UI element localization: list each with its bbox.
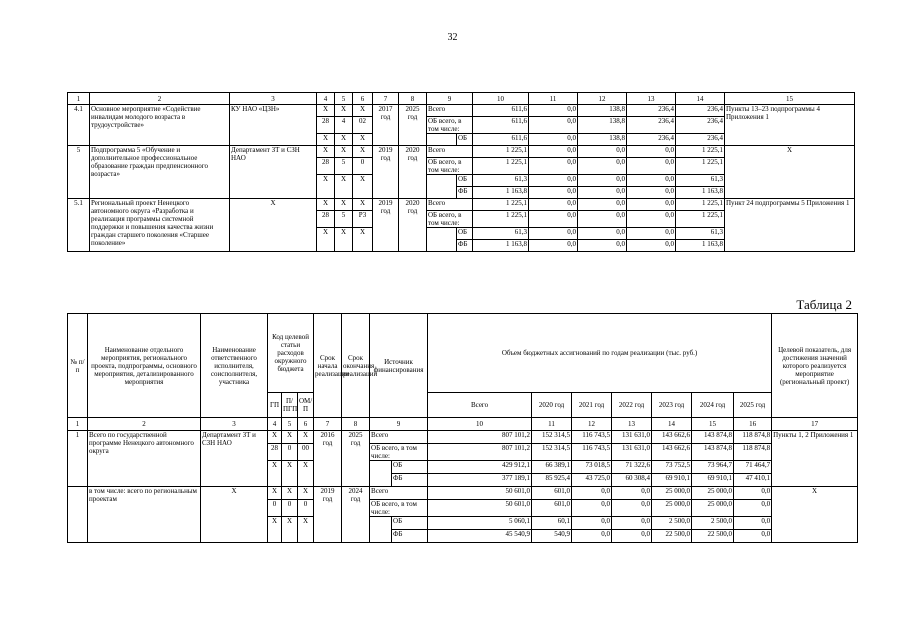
code-cell: 28 — [268, 444, 282, 461]
end-year: 2025 год — [342, 431, 370, 487]
col-num: 14 — [676, 93, 725, 105]
row-number — [68, 487, 88, 543]
value-cell: 5 060,1 — [428, 517, 532, 530]
col-num: 12 — [572, 418, 612, 431]
table-row — [68, 105, 855, 117]
value-cell: 1 225,1 — [473, 146, 529, 158]
value-cell: 611,6 — [473, 134, 529, 146]
value-cell: 61,3 — [676, 175, 725, 187]
source-total: Всего — [427, 146, 473, 158]
table-row — [68, 199, 855, 211]
source-ob: ОБ всего, в том числе: — [427, 211, 473, 228]
col-num: 11 — [529, 93, 578, 105]
code-cell: X — [335, 199, 353, 211]
source-ob-sub: ОБ — [457, 134, 473, 146]
end-year: 2025 год — [399, 105, 427, 146]
col-num: 2 — [88, 418, 201, 431]
value-cell: 0,0 — [627, 228, 676, 240]
value-cell: 611,6 — [473, 105, 529, 117]
source-ob-sub: ОБ — [457, 175, 473, 187]
value-cell: 1 225,1 — [676, 158, 725, 175]
code-cell: X — [353, 199, 373, 211]
value-cell: 138,8 — [578, 117, 627, 134]
target-indicator: Пункты 1, 2 Приложения 1 — [772, 431, 858, 487]
code-cell: 0 — [282, 500, 298, 517]
value-cell: 25 000,0 — [652, 487, 692, 500]
code-cell: X — [268, 487, 282, 500]
source-ob: ОБ всего, в том числе: — [427, 158, 473, 175]
table-caption: Таблица 2 — [796, 297, 852, 312]
source-fb-sub: ФБ — [457, 187, 473, 199]
code-cell: X — [353, 134, 373, 146]
code-cell: 5 — [335, 158, 353, 175]
value-cell: 61,3 — [473, 175, 529, 187]
header-num: № п/п — [68, 314, 88, 418]
code-cell: X — [353, 228, 373, 252]
row-name: Региональный проект Ненецкого автономного округа «Разработка и реализация программы системной поддержки и повышения качества жизни граждан старшего поколения «Старшее поколение» — [90, 199, 230, 252]
code-cell: X — [335, 228, 353, 252]
value-cell: 131 631,0 — [612, 431, 652, 444]
value-cell: 0,0 — [578, 211, 627, 228]
value-cell: 73 018,5 — [572, 461, 612, 474]
column-number-row — [68, 418, 858, 431]
value-cell: 1 225,1 — [473, 158, 529, 175]
value-cell: 236,4 — [676, 117, 725, 134]
code-cell: X — [282, 487, 298, 500]
value-cell: 236,4 — [627, 105, 676, 117]
value-cell: 0,0 — [529, 175, 578, 187]
value-cell: 0,0 — [627, 146, 676, 158]
source-fb-sub: ФБ — [392, 530, 428, 543]
header-executor: Наименование ответственного исполнителя, соисполнителя, участника — [201, 314, 268, 418]
code-cell: X — [298, 487, 314, 500]
end-year: 2024 год — [342, 487, 370, 543]
value-cell: 0,0 — [529, 105, 578, 117]
col-num: 6 — [353, 93, 373, 105]
value-cell: 0,0 — [529, 117, 578, 134]
value-cell: 60,1 — [532, 517, 572, 530]
row-number: 5 — [68, 146, 90, 199]
code-cell: X — [335, 134, 353, 146]
header-row — [68, 314, 858, 393]
code-cell: X — [317, 105, 335, 117]
value-cell: 0,0 — [529, 211, 578, 228]
value-cell: 0,0 — [627, 187, 676, 199]
row-number: 4.1 — [68, 105, 90, 146]
col-num: 4 — [268, 418, 282, 431]
value-cell: 45 540,9 — [428, 530, 532, 543]
header-code-gp: ГП — [268, 393, 282, 418]
value-cell: 0,0 — [529, 134, 578, 146]
value-cell: 0,0 — [578, 187, 627, 199]
value-cell: 1 225,1 — [473, 199, 529, 211]
value-cell: 0,0 — [572, 487, 612, 500]
code-cell: X — [353, 105, 373, 117]
code-cell: 0 — [298, 500, 314, 517]
end-year: 2020 год — [399, 146, 427, 199]
value-cell: 47 410,1 — [734, 474, 772, 487]
header-year: 2024 год — [692, 393, 734, 418]
value-cell: 152 314,5 — [532, 431, 572, 444]
row-name: Основное мероприятие «Содействие инвалидам молодого возраста в трудоустройстве» — [90, 105, 230, 146]
value-cell: 71 322,6 — [612, 461, 652, 474]
source-fb-sub: ФБ — [392, 474, 428, 487]
target-indicator: Пункты 13–23 подпрограммы 4 Приложения 1 — [725, 105, 855, 146]
code-cell: X — [298, 431, 314, 444]
target-indicator: X — [725, 146, 855, 199]
value-cell: 69 910,1 — [652, 474, 692, 487]
code-cell: X — [268, 517, 282, 543]
value-cell: 540,9 — [532, 530, 572, 543]
value-cell: 0,0 — [578, 158, 627, 175]
value-cell: 0,0 — [578, 228, 627, 240]
value-cell: 143 874,8 — [692, 431, 734, 444]
code-cell: X — [335, 146, 353, 158]
source-ob-sub: ОБ — [392, 461, 428, 474]
value-cell: 0,0 — [572, 530, 612, 543]
row-executor: Департамент ЗТ и СЗН НАО — [230, 146, 317, 199]
value-cell: 0,0 — [578, 240, 627, 252]
value-cell: 43 725,0 — [572, 474, 612, 487]
value-cell: 1 163,8 — [473, 187, 529, 199]
col-num: 13 — [627, 93, 676, 105]
header-year: 2025 год — [734, 393, 772, 418]
value-cell: 0,0 — [529, 146, 578, 158]
row-executor: Департамент ЗТ и СЗН НАО — [201, 431, 268, 487]
value-cell: 2 500,0 — [652, 517, 692, 530]
col-num: 1 — [68, 418, 88, 431]
source-total: Всего — [370, 487, 428, 500]
value-cell: 0,0 — [612, 530, 652, 543]
value-cell: 73 752,5 — [652, 461, 692, 474]
col-num: 7 — [373, 93, 399, 105]
value-cell: 0,0 — [734, 530, 772, 543]
value-cell: 0,0 — [572, 500, 612, 517]
value-cell: 601,0 — [532, 500, 572, 517]
code-cell: 02 — [353, 117, 373, 134]
value-cell: 73 964,7 — [692, 461, 734, 474]
code-cell: 00 — [298, 444, 314, 461]
header-budget: Объем бюджетных ассигнований по годам реализации (тыс. руб.) — [428, 314, 772, 393]
row-executor: X — [201, 487, 268, 543]
col-num: 5 — [282, 418, 298, 431]
value-cell: 377 189,1 — [428, 474, 532, 487]
value-cell: 1 225,1 — [473, 211, 529, 228]
source-ob: ОБ всего, в том числе: — [427, 117, 473, 134]
col-num: 15 — [692, 418, 734, 431]
start-year: 2016 год — [314, 431, 342, 487]
row-name: в том числе: всего по региональным проектам — [88, 487, 201, 543]
value-cell: 1 163,8 — [473, 240, 529, 252]
col-num: 10 — [428, 418, 532, 431]
value-cell: 0,0 — [529, 240, 578, 252]
col-num: 6 — [298, 418, 314, 431]
col-num: 3 — [201, 418, 268, 431]
row-executor: КУ НАО «ЦЗН» — [230, 105, 317, 146]
row-executor: X — [230, 199, 317, 252]
code-cell: X — [353, 175, 373, 199]
row-name: Всего по государственной программе Ненецкого автономного округа — [88, 431, 201, 487]
end-year: 2020 год — [399, 199, 427, 252]
value-cell: 0,0 — [612, 517, 652, 530]
code-cell: X — [317, 146, 335, 158]
col-num: 7 — [314, 418, 342, 431]
value-cell: 138,8 — [578, 134, 627, 146]
col-num: 14 — [652, 418, 692, 431]
page-number: 32 — [447, 32, 458, 43]
header-start: Срок начала реализации — [314, 314, 342, 418]
source-fb-sub: ФБ — [457, 240, 473, 252]
value-cell: 138,8 — [578, 105, 627, 117]
value-cell: 143 662,6 — [652, 444, 692, 461]
table-row — [68, 146, 855, 158]
col-num: 9 — [370, 418, 428, 431]
header-code-pgp: П/ ПГП — [282, 393, 298, 418]
value-cell: 0,0 — [529, 158, 578, 175]
code-cell: 5 — [335, 211, 353, 228]
value-cell: 61,3 — [473, 228, 529, 240]
value-cell: 236,4 — [627, 134, 676, 146]
start-year: 2019 год — [314, 487, 342, 543]
value-cell: 118 874,8 — [734, 431, 772, 444]
header-source: Источник финансирования — [370, 314, 428, 418]
value-cell: 807 101,2 — [428, 444, 532, 461]
row-name: Подпрограмма 5 «Обучение и дополнительное профессиональное образование граждан предпенсионного возраста» — [90, 146, 230, 199]
source-total: Всего — [427, 199, 473, 211]
value-cell: 0,0 — [734, 487, 772, 500]
header-code-om: ОМ/ П — [298, 393, 314, 418]
code-cell: 28 — [317, 211, 335, 228]
code-cell: 0 — [268, 500, 282, 517]
code-cell: X — [317, 134, 335, 146]
col-num: 13 — [612, 418, 652, 431]
value-cell: 143 874,8 — [692, 444, 734, 461]
value-cell: 1 225,1 — [676, 211, 725, 228]
header-end: Срок окончания реализации — [342, 314, 370, 418]
value-cell: 116 743,5 — [572, 431, 612, 444]
value-cell: 429 912,1 — [428, 461, 532, 474]
value-cell: 1 163,8 — [676, 240, 725, 252]
value-cell: 69 910,1 — [692, 474, 734, 487]
col-num: 10 — [473, 93, 529, 105]
value-cell: 807 101,2 — [428, 431, 532, 444]
continuation-table — [67, 92, 855, 252]
value-cell: 0,0 — [578, 175, 627, 187]
source-ob-sub: ОБ — [392, 517, 428, 530]
target-indicator: Пункт 24 подпрограммы 5 Приложения 1 — [725, 199, 855, 252]
value-cell: 0,0 — [627, 175, 676, 187]
header-name: Наименование отдельного мероприятия, регионального проекта, подпрограммы, основного мероприятия, детализированного мероприятия — [88, 314, 201, 418]
value-cell: 131 631,0 — [612, 444, 652, 461]
source-ob: ОБ всего, в том числе: — [370, 444, 428, 461]
col-num: 12 — [578, 93, 627, 105]
code-cell: X — [353, 146, 373, 158]
value-cell: 0,0 — [734, 500, 772, 517]
col-num: 15 — [725, 93, 855, 105]
code-cell: X — [268, 431, 282, 444]
header-year: 2022 год — [612, 393, 652, 418]
code-cell: X — [282, 517, 298, 543]
header-code: Код целевой статьи расходов окружного бюджета — [268, 314, 314, 393]
column-number-row — [68, 93, 855, 105]
code-cell: X — [335, 175, 353, 199]
target-indicator: X — [772, 487, 858, 543]
code-cell: X — [268, 461, 282, 487]
value-cell: 25 000,0 — [652, 500, 692, 517]
header-year: 2023 год — [652, 393, 692, 418]
value-cell: 22 500,0 — [692, 530, 734, 543]
value-cell: 143 662,6 — [652, 431, 692, 444]
value-cell: 0,0 — [734, 517, 772, 530]
col-num: 8 — [342, 418, 370, 431]
code-cell: X — [298, 517, 314, 543]
value-cell: 2 500,0 — [692, 517, 734, 530]
code-cell: X — [317, 228, 335, 252]
col-num: 8 — [399, 93, 427, 105]
code-cell: X — [282, 431, 298, 444]
code-cell: P3 — [353, 211, 373, 228]
value-cell: 0,0 — [627, 158, 676, 175]
col-num: 16 — [734, 418, 772, 431]
value-cell: 71 464,7 — [734, 461, 772, 474]
code-cell: X — [282, 461, 298, 487]
code-cell: 4 — [335, 117, 353, 134]
value-cell: 0,0 — [529, 228, 578, 240]
value-cell: 236,4 — [627, 117, 676, 134]
col-num: 5 — [335, 93, 353, 105]
value-cell: 1 225,1 — [676, 199, 725, 211]
value-cell: 0,0 — [578, 146, 627, 158]
source-ob-sub: ОБ — [457, 228, 473, 240]
value-cell: 22 500,0 — [652, 530, 692, 543]
value-cell: 0,0 — [529, 199, 578, 211]
value-cell: 152 314,5 — [532, 444, 572, 461]
col-num: 1 — [68, 93, 90, 105]
value-cell: 236,4 — [676, 105, 725, 117]
budget-table — [67, 313, 858, 543]
header-year: 2020 год — [532, 393, 572, 418]
value-cell: 1 225,1 — [676, 146, 725, 158]
row-number: 1 — [68, 431, 88, 487]
value-cell: 61,3 — [676, 228, 725, 240]
code-cell: 0 — [353, 158, 373, 175]
code-cell: X — [298, 461, 314, 487]
value-cell: 0,0 — [627, 199, 676, 211]
header-year: 2021 год — [572, 393, 612, 418]
start-year: 2019 год — [373, 199, 399, 252]
table-row — [68, 487, 858, 500]
header-year-total: Всего — [428, 393, 532, 418]
source-total: Всего — [370, 431, 428, 444]
code-cell: 28 — [317, 117, 335, 134]
value-cell: 50 601,0 — [428, 500, 532, 517]
value-cell: 0,0 — [627, 211, 676, 228]
source-total: Всего — [427, 105, 473, 117]
value-cell: 236,4 — [676, 134, 725, 146]
source-ob: ОБ всего, в том числе: — [370, 500, 428, 517]
code-cell: X — [317, 199, 335, 211]
value-cell: 611,6 — [473, 117, 529, 134]
value-cell: 50 601,0 — [428, 487, 532, 500]
value-cell: 25 000,0 — [692, 500, 734, 517]
value-cell: 0,0 — [627, 240, 676, 252]
value-cell: 0,0 — [578, 199, 627, 211]
code-cell: X — [335, 105, 353, 117]
value-cell: 116 743,5 — [572, 444, 612, 461]
col-num: 2 — [90, 93, 230, 105]
code-cell: 0 — [282, 444, 298, 461]
header-target: Целевой показатель, для достижения значений которого реализуется мероприятие (региональный проект) — [772, 314, 858, 418]
col-num: 9 — [427, 93, 473, 105]
col-num: 3 — [230, 93, 317, 105]
start-year: 2019 год — [373, 146, 399, 199]
value-cell: 0,0 — [572, 517, 612, 530]
row-number: 5.1 — [68, 199, 90, 252]
value-cell: 0,0 — [529, 187, 578, 199]
table-row — [68, 431, 858, 444]
col-num: 4 — [317, 93, 335, 105]
col-num: 17 — [772, 418, 858, 431]
value-cell: 601,0 — [532, 487, 572, 500]
value-cell: 0,0 — [612, 487, 652, 500]
value-cell: 0,0 — [612, 500, 652, 517]
col-num: 11 — [532, 418, 572, 431]
value-cell: 1 163,8 — [676, 187, 725, 199]
value-cell: 25 000,0 — [692, 487, 734, 500]
code-cell: 28 — [317, 158, 335, 175]
value-cell: 60 308,4 — [612, 474, 652, 487]
start-year: 2017 год — [373, 105, 399, 146]
value-cell: 85 925,4 — [532, 474, 572, 487]
code-cell: X — [317, 175, 335, 199]
value-cell: 118 874,8 — [734, 444, 772, 461]
value-cell: 66 389,1 — [532, 461, 572, 474]
